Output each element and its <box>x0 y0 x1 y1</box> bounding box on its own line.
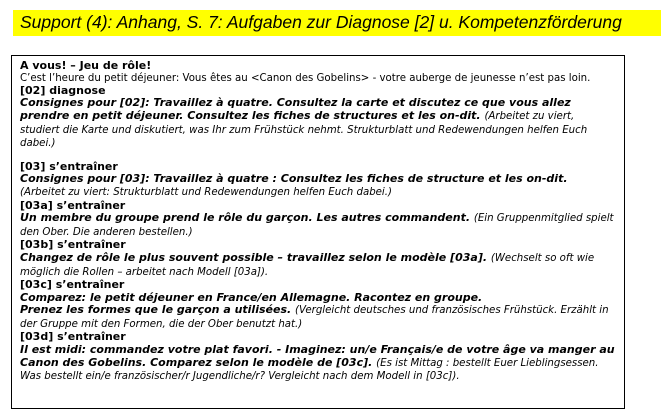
page-title: Support (4): Anhang, S. 7: Aufgaben zur Diagnose [2] u. Kompetenzförderung <box>20 12 622 32</box>
task-intro: C’est l’heure du petit déjeuner: Vous êtes au <Canon des Gobelins> - votre auberge de jeunesse n’est pas loin. <box>20 72 591 84</box>
section-heading: [03b] s’entraîner <box>20 238 126 252</box>
translation-note: (Wechselt so oft wie möglich die Rollen – arbeitet nach Modell [03a]). <box>20 252 595 278</box>
section-03c <box>20 279 616 331</box>
section-text <box>20 212 616 239</box>
section-text <box>20 252 616 279</box>
translation-note: (Es ist Mittag : bestellt Euer Lieblingsessen. Was bestellt ein/e französischer/r Jugendliche/r? Vergleicht nach dem Modell in [03c]). <box>20 357 599 383</box>
task-title: A vous! – Jeu de rôle! <box>20 59 152 72</box>
section-text <box>20 344 616 384</box>
instruction: Prenez les formes que le garçon a utilisées. <box>20 303 292 317</box>
section-heading: [03a] s’entraîner <box>20 198 126 212</box>
instruction: Comparez: le petit déjeuner en France/en Allemagne. Racontez en groupe. <box>20 290 483 304</box>
section-03a <box>20 200 616 240</box>
instruction: Changez de rôle le plus souvent possible – travaillez selon le modèle [03a]. <box>20 250 488 264</box>
translation-note: (Vergleicht deutsches und französisches Frühstück. Erzählt in der Gruppe mit den Formen, die der Ober benutzt hat.) <box>20 305 609 330</box>
instruction: Consignes pour [02]: Travaillez à quatre. Consultez la carte et discutez ce que vous allez prendre en petit déjeuner. Consultez les fiches de structures et les on-dit. <box>20 96 571 122</box>
section-heading: [03d] s’entraîner <box>20 330 126 344</box>
section-text <box>20 304 616 331</box>
section-heading: [02] diagnose <box>20 83 106 97</box>
section-text <box>20 173 616 199</box>
section-02 <box>20 85 616 151</box>
section-text <box>20 97 616 150</box>
translation-note: (Arbeitet zu viert: Strukturblatt und Redewendungen helfen Euch dabei.) <box>20 186 392 198</box>
task-box <box>11 55 625 409</box>
translation-note: (Ein Gruppenmitglied spielt den Ober. Die anderen bestellen.) <box>20 213 614 238</box>
section-heading: [03] s’entraîner <box>20 159 118 173</box>
translation-note: (Arbeitet zu viert, studiert die Karte und diskutiert, was Ihr zum Frühstück nehmt. Strukturblatt und Redewendungen helfen Euch dabei.) <box>20 110 588 150</box>
instruction: Il est midi: commandez votre plat favori. - Imaginez: un/e Français/e de votre âge va manger au Canon des Gobelins. Comparez selon le modèle de [03c]. <box>20 343 615 369</box>
instruction: Consignes pour [03]: Travaillez à quatre : Consultez les fiches de structure et les on-dit. <box>20 172 568 186</box>
section-03d <box>20 331 616 383</box>
section-03b <box>20 239 616 279</box>
section-03 <box>20 161 616 200</box>
section-heading: [03c] s’entraîner <box>20 278 125 292</box>
instruction: Un membre du groupe prend le rôle du garçon. Les autres commandent. <box>20 211 471 225</box>
